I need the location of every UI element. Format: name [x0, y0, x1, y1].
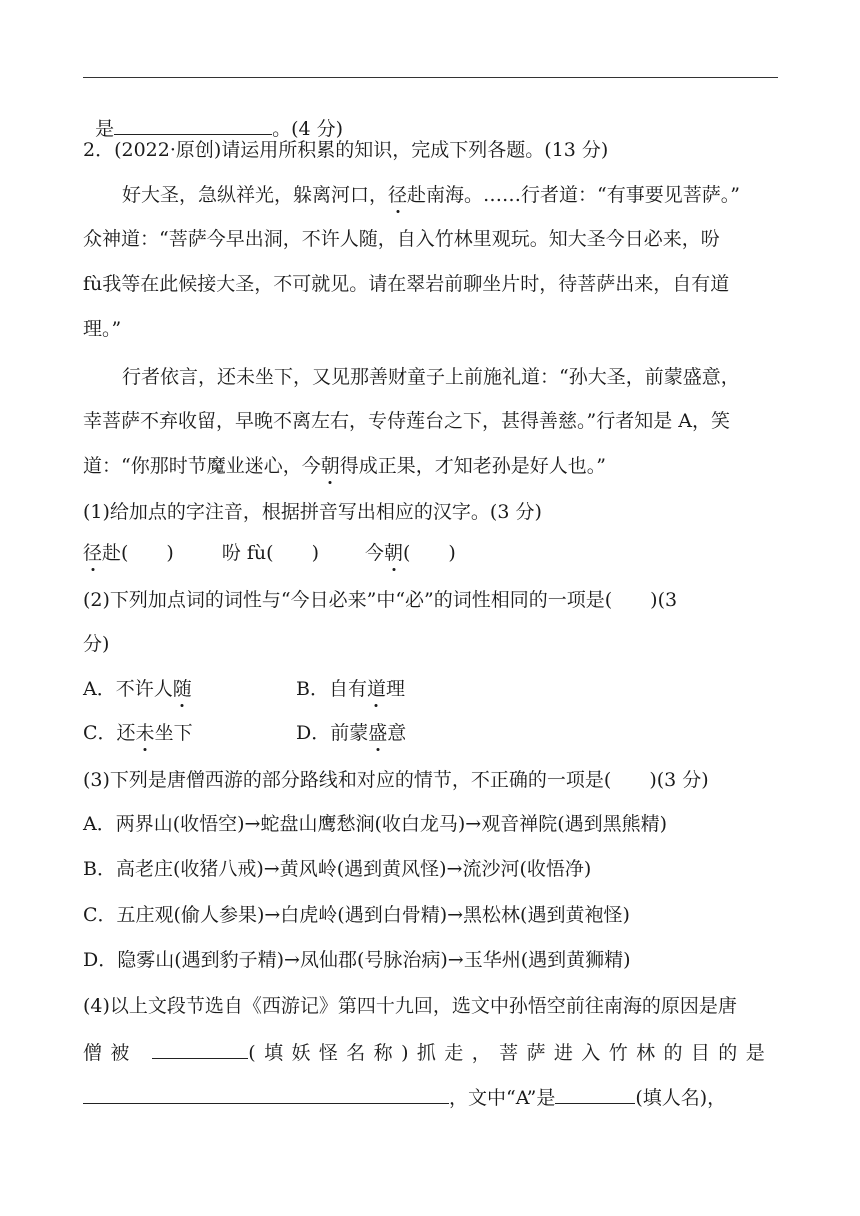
- q1-item-2: 吩 fù( ): [221, 542, 319, 564]
- dotted-char: 径: [83, 542, 103, 564]
- answer-line: [83, 92, 343, 141]
- text: 坐下: [154, 722, 193, 744]
- passage-p1-line3: fù我等在此候接大圣，不可就见。请在翠岩前聊坐片时，待菩萨出来，自有道: [83, 273, 730, 295]
- q1-items: [83, 541, 456, 565]
- passage-p1-line4: 理。”: [83, 318, 122, 340]
- text: B．自有: [296, 678, 367, 700]
- text: (填妖怪名称)抓走，菩萨进入竹林的目的是: [248, 1042, 774, 1064]
- q2-prompt-line1: (2)下列加点词的词性与“今日必来”中“必”的词性相同的一项是( )(3: [83, 589, 678, 611]
- text: D．前蒙: [296, 722, 369, 744]
- answer-blank[interactable]: [114, 116, 272, 135]
- text: 今: [364, 542, 384, 564]
- text: 僧被: [83, 1042, 138, 1064]
- q3-option-c[interactable]: C．五庄观(偷人参果)→白虎岭(遇到白骨精)→黑松林(遇到黄袍怪): [83, 904, 630, 926]
- passage-p2-line1: 行者依言，还未坐下，又见那善财童子上前施礼道：“孙大圣，前蒙盛意，: [122, 366, 740, 388]
- q2-option-a[interactable]: [83, 677, 192, 701]
- q3-prompt: (3)下列是唐僧西游的部分路线和对应的情节，不正确的一项是( )(3 分): [83, 769, 709, 791]
- text: 道：“你那时节魔业迷心，今: [83, 455, 321, 477]
- dotted-char: 盛: [368, 722, 388, 744]
- dotted-char: 朝: [384, 542, 404, 564]
- text: (填人名)，: [635, 1087, 727, 1109]
- dotted-char: 径: [388, 184, 408, 206]
- text: A．: [83, 678, 116, 700]
- text: 不许人: [115, 678, 173, 700]
- passage-p2-line3: [83, 454, 606, 478]
- q2-option-b[interactable]: [296, 677, 405, 701]
- dotted-char: 随: [172, 678, 192, 700]
- dotted-char: 未: [135, 722, 155, 744]
- passage-p1-line1: [122, 183, 740, 207]
- q3-option-a[interactable]: A．两界山(收悟空)→蛇盘山鹰愁涧(收白龙马)→观音禅院(遇到黑熊精): [83, 813, 668, 835]
- answer-prefix: 是: [95, 118, 115, 140]
- text: C．还: [83, 722, 136, 744]
- q3-option-b[interactable]: B．高老庄(收猪八戒)→黄风岭(遇到黄风怪)→流沙河(收悟净): [83, 858, 592, 880]
- q1-prompt: (1)给加点的字注音，根据拼音写出相应的汉字。(3 分): [83, 501, 542, 523]
- q4-line3: [83, 1085, 726, 1110]
- dotted-char: 道: [366, 678, 386, 700]
- q2-prompt-line2: 分): [83, 633, 110, 655]
- passage-p1-line2: 众神道：“菩萨今早出洞，不许人随，自入竹林里观玩。知大圣今日必来，吩: [83, 228, 720, 250]
- passage-p2-line2: 幸菩萨不弃收留，早晚不离左右，专侍莲台之下，甚得善慈。”行者知是 A，笑: [83, 410, 730, 432]
- text: 意: [387, 722, 407, 744]
- q2-option-d[interactable]: [296, 721, 406, 745]
- person-name-blank[interactable]: [555, 1085, 635, 1104]
- demon-name-blank[interactable]: [152, 1040, 248, 1059]
- text: ，文中“A”是: [449, 1087, 556, 1109]
- q3-option-d[interactable]: D．隐雾山(遇到豹子精)→凤仙郡(号脉治病)→玉华州(遇到黄狮精): [83, 949, 631, 971]
- text: 好大圣，急纵祥光，躲离河口，: [122, 184, 389, 206]
- text: 赴南海。……行者道：“有事要见菩萨。”: [407, 184, 740, 206]
- q4-line1: (4)以上文段节选自《西游记》第四十九回，选文中孙悟空前往南海的原因是唐: [83, 995, 737, 1017]
- q1-item-1: 赴( ): [102, 542, 174, 564]
- q1-item-3: ( ): [403, 542, 456, 564]
- header-rule: [83, 77, 778, 78]
- text: 理: [385, 678, 405, 700]
- question-2-header: 2．(2022·原创)请运用所积累的知识，完成下列各题。(13 分): [83, 139, 609, 161]
- bamboo-purpose-blank[interactable]: [83, 1085, 449, 1104]
- text: 得成正果，才知老孙是好人也。”: [339, 455, 606, 477]
- dotted-char: 朝: [320, 455, 340, 477]
- q2-option-c[interactable]: [83, 721, 193, 745]
- answer-suffix: 。(4 分): [272, 118, 344, 140]
- q4-line2: [83, 1040, 773, 1065]
